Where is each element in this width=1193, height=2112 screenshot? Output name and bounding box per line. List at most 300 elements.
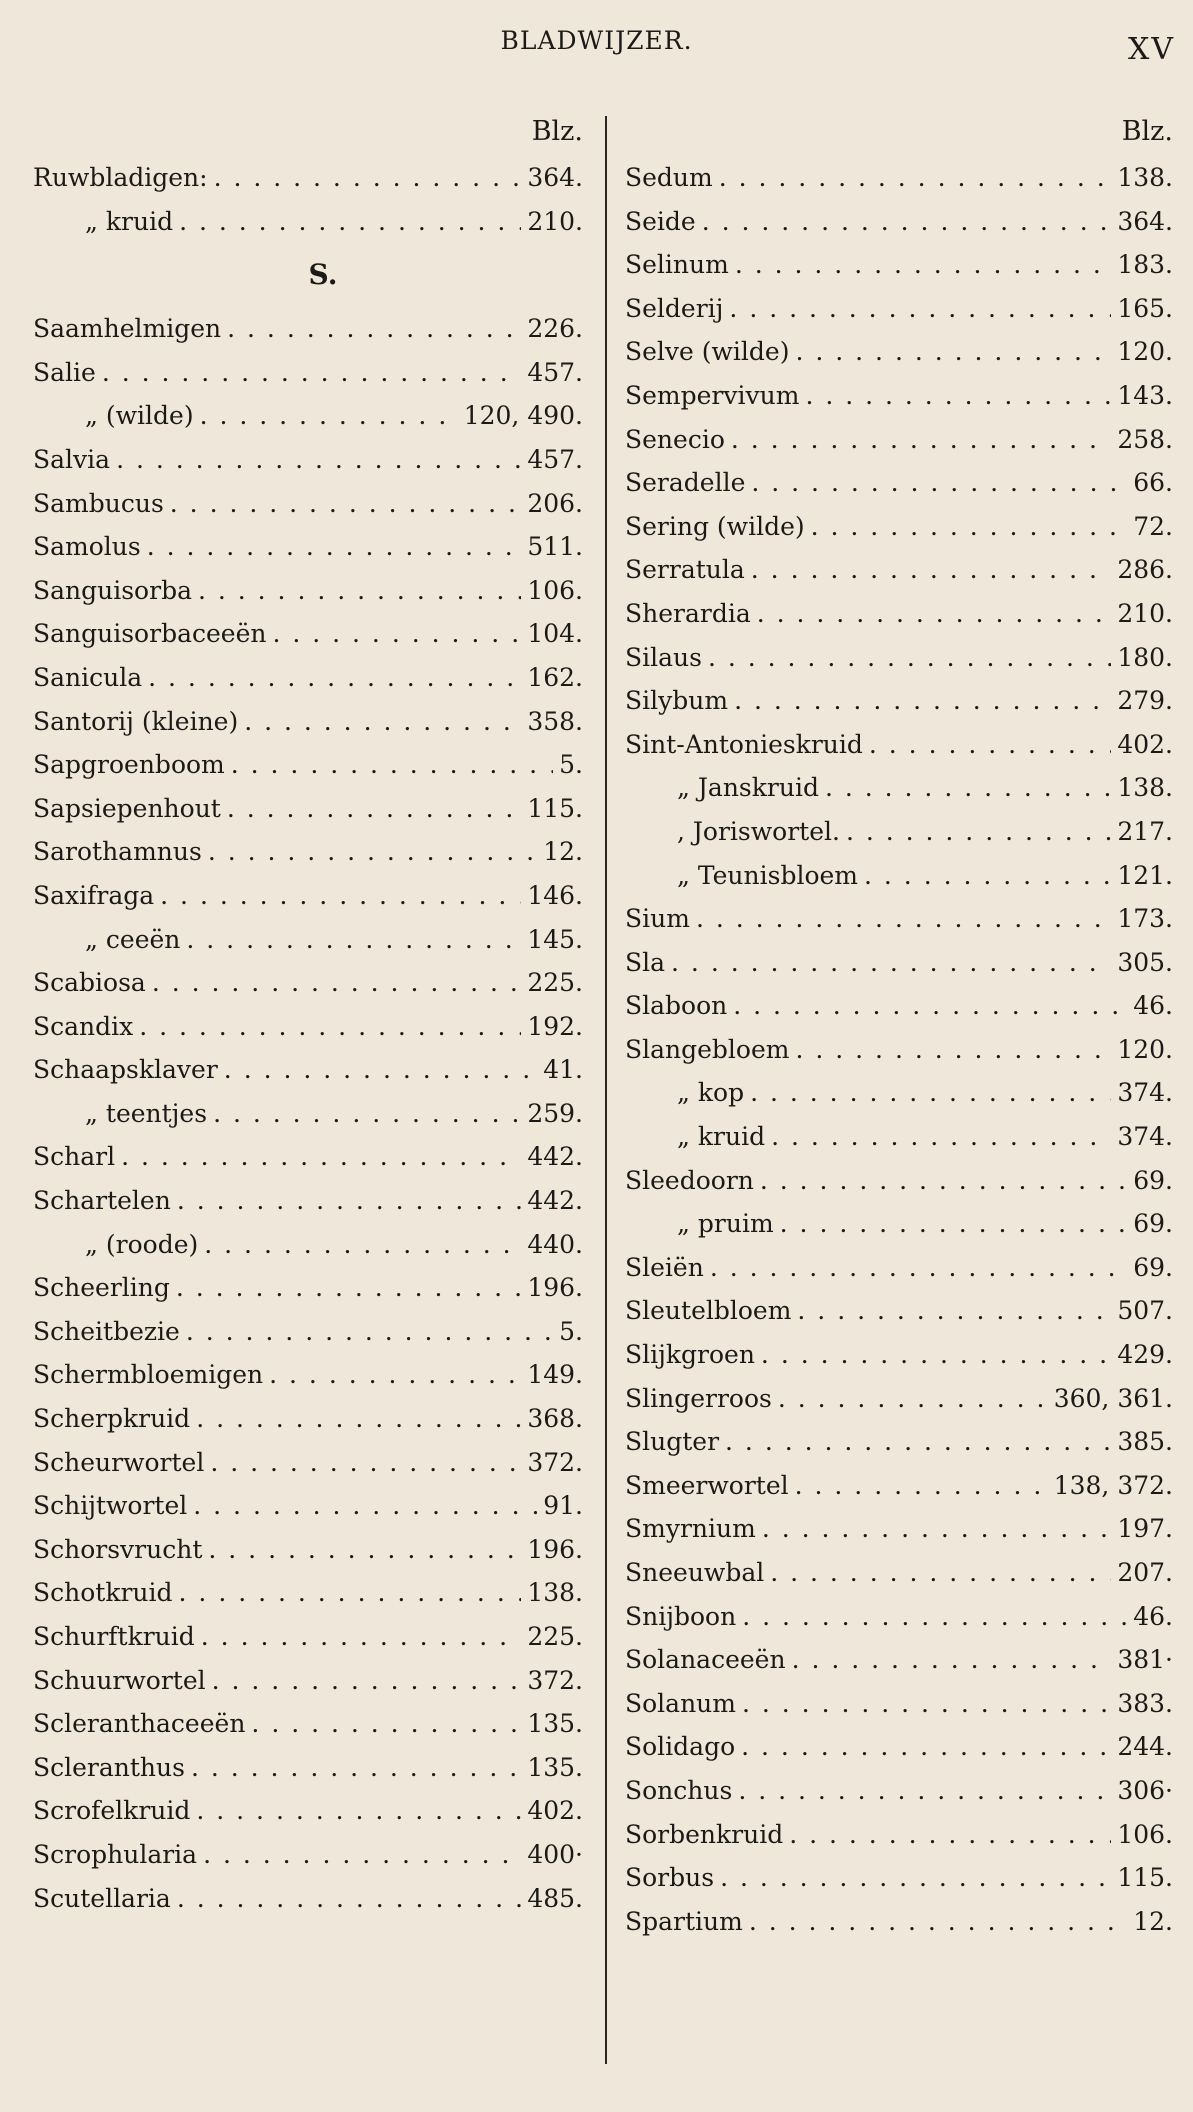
index-entry [625,548,1173,592]
entry-page: 206. [527,488,583,518]
entry-page: 259. [527,1098,583,1128]
dot-leader [811,505,1128,549]
index-entry [33,656,583,700]
dot-leader [725,1420,1111,1464]
index-entry [625,1769,1173,1813]
entry-term: Sanguisorba [33,575,192,605]
entry-term: „ (roode) [85,1229,199,1259]
dot-leader [846,810,1111,854]
dot-leader [170,482,522,526]
entry-page: 485. [527,1883,583,1913]
page-number: XV [1127,32,1175,67]
entry-page: 196. [527,1534,583,1564]
index-entry [625,941,1173,985]
entry-term: Slugter [625,1427,720,1457]
dot-leader [770,1551,1111,1595]
index-entry [625,330,1173,374]
index-entry [625,200,1173,244]
entry-term: Serratula [625,555,745,585]
entry-term: Sla [625,947,666,977]
dot-leader [729,287,1111,331]
index-entry [625,418,1173,462]
index-entry [625,679,1173,723]
entry-page: 106. [527,575,583,605]
dot-leader [177,1877,522,1921]
entry-term: Schorsvrucht [33,1534,203,1564]
entry-term: Silaus [625,642,702,672]
index-entry [33,743,583,787]
dot-leader [177,1179,522,1223]
entry-page: 135. [527,1752,583,1782]
dot-leader [224,1048,537,1092]
column-header [33,112,583,156]
dot-leader [671,941,1111,985]
dot-leader [191,1746,521,1790]
dot-leader [201,1615,522,1659]
dot-leader [121,1135,521,1179]
entry-term: Smyrnium [625,1514,756,1544]
index-entry [625,287,1173,331]
index-entry [33,394,583,438]
dot-leader [186,1310,553,1354]
index-entry [625,1900,1173,1944]
dot-leader [797,1289,1111,1333]
index-entry [625,1813,1173,1857]
entry-page: 41. [543,1055,583,1085]
index-entry [33,1484,583,1528]
entry-page: 400· [527,1839,583,1869]
index-entry [625,1507,1173,1551]
index-entry [33,612,583,656]
entry-term: Scheurwortel [33,1447,205,1477]
dot-leader [795,330,1111,374]
index-entry [625,854,1173,898]
entry-page: 457. [527,357,583,387]
entry-term: Scherpkruid [33,1404,191,1434]
index-column-right [625,112,1173,1943]
entry-term: Sapsiepenhout [33,793,221,823]
entry-term: Snijboon [625,1601,737,1631]
entry-term: Solidago [625,1732,736,1762]
index-entry [33,1223,583,1267]
index-entry [33,1528,583,1572]
entry-page: 457. [527,444,583,474]
entry-term: Scharl [33,1142,116,1172]
index-entry [33,307,583,351]
entry-page: 146. [527,880,583,910]
dot-leader [148,656,521,700]
dot-leader [757,592,1112,636]
column-header [625,112,1173,156]
dot-leader [778,1377,1048,1421]
entry-term: Sneeuwbal [625,1558,765,1587]
entry-page: 46. [1133,991,1173,1021]
entry-page: 385. [1117,1427,1173,1457]
entry-term: , Joriswortel. [677,816,840,846]
entry-list-top [33,156,583,243]
entry-page: 69. [1133,1252,1173,1282]
entry-term: Selinum [625,250,729,280]
index-entry [625,810,1173,854]
entry-page: 210. [527,206,583,236]
index-entry [33,918,583,962]
dot-leader [750,1071,1111,1115]
entry-term: Salvia [33,444,111,474]
dot-leader [196,1397,521,1441]
index-entry [625,723,1173,767]
entry-term: „ (wilde) [85,401,194,431]
entry-page: 72. [1133,511,1173,541]
index-entry [625,1028,1173,1072]
dot-leader [203,1833,521,1877]
dot-leader [160,874,521,918]
dot-leader [792,1638,1112,1682]
index-entry [625,505,1173,549]
dot-leader [749,1900,1127,1944]
entry-page: 165. [1117,293,1173,323]
entry-term: Solanum [625,1688,736,1718]
entry-page: 217. [1117,816,1173,846]
entry-page: 5. [559,750,583,780]
entry-term: Sleutelbloem [625,1296,792,1326]
index-entry [33,1092,583,1136]
entry-page: 120. [1117,1034,1173,1064]
dot-leader [761,1333,1111,1377]
dot-leader [227,787,521,831]
dot-leader [735,243,1112,287]
entry-page: 180. [1117,642,1173,672]
entry-page: 91. [543,1491,583,1521]
index-entry [33,1789,583,1833]
dot-leader [751,548,1112,592]
index-entry [625,636,1173,680]
dot-leader [789,1813,1111,1857]
dot-leader [176,1266,521,1310]
entry-term: Selderij [625,293,724,323]
index-entry [625,1725,1173,1769]
entry-term: „ kruid [85,206,174,236]
index-entry [625,1420,1173,1464]
dot-leader [193,1484,537,1528]
entry-term: „ teentjes [85,1098,208,1128]
entry-term: Schermbloemigen [33,1360,264,1390]
entry-term: Sleiën [625,1252,704,1282]
index-entry [625,1464,1173,1508]
entry-page: 120, 490. [463,401,583,431]
entry-term: Scleranthus [33,1752,185,1782]
entry-page: 120. [1117,337,1173,367]
index-entry [625,1856,1173,1900]
entry-page: 138, 372. [1053,1470,1173,1500]
entry-page: 12. [1133,1906,1173,1936]
entry-page: 149. [527,1360,583,1390]
index-entry [33,961,583,1005]
entry-page: 106. [1117,1819,1173,1849]
dot-leader [720,1856,1111,1900]
dot-leader [741,1725,1111,1769]
column-divider [605,116,607,2064]
entry-list [33,307,583,1920]
entry-term: Sonchus [625,1775,733,1805]
index-entry [33,1397,583,1441]
index-entry [33,1266,583,1310]
entry-page: 364. [1117,206,1173,236]
entry-page: 225. [527,968,583,998]
entry-term: Slangebloem [625,1034,790,1064]
index-entry [33,1746,583,1790]
entry-term: Smeerwortel [625,1470,789,1500]
entry-term: Sedum [625,163,713,192]
entry-page: 5. [559,1316,583,1346]
entry-term: Schurftkruid [33,1622,195,1651]
index-entry [625,1246,1173,1290]
entry-term: Salie [33,357,96,387]
entry-page: 364. [527,163,583,192]
entry-term: Slingerroos [625,1383,772,1413]
entry-term: Santorij (kleine) [33,706,239,736]
index-entry [33,1702,583,1746]
index-entry [33,1005,583,1049]
entry-term: Scrofelkruid [33,1796,191,1826]
index-entry [33,1310,583,1354]
entry-term: Scheitbezie [33,1316,180,1346]
entry-page: 143. [1117,380,1173,410]
entry-page: 372. [527,1665,583,1695]
entry-page: 197. [1117,1514,1173,1544]
entry-term: Saamhelmigen [33,314,222,344]
dot-leader [751,461,1127,505]
index-entry [33,1615,583,1659]
dot-leader [198,569,521,613]
entry-term: Schaapsklaver [33,1055,218,1085]
entry-term: Scleranthaceeën [33,1709,246,1739]
index-entry [33,874,583,918]
entry-page: 244. [1117,1732,1173,1762]
dot-leader [762,1507,1112,1551]
dot-leader [719,156,1112,200]
entry-term: Scandix [33,1011,134,1041]
entry-page: 286. [1117,555,1173,585]
entry-term: Sering (wilde) [625,511,805,541]
index-entry [33,830,583,874]
dot-leader [179,200,521,244]
dot-leader [179,1571,522,1615]
section-letter: S. [308,258,338,292]
entry-page: 66. [1133,468,1173,498]
entry-page: 207. [1117,1558,1173,1587]
dot-leader [731,418,1111,462]
index-entry [33,1833,583,1877]
entry-page: 258. [1117,424,1173,454]
index-entry [625,1551,1173,1595]
entry-term: Sherardia [625,598,751,628]
entry-page: 69. [1133,1209,1173,1239]
entry-term: Selve (wilde) [625,337,790,367]
dot-leader [708,636,1111,680]
entry-term: Seide [625,206,696,236]
index-entry [625,1595,1173,1639]
entry-term: Senecio [625,424,725,454]
entry-page: 440. [527,1229,583,1259]
entry-term: Schijtwortel [33,1491,188,1521]
entry-term: Scutellaria [33,1883,171,1913]
entry-page: 279. [1117,686,1173,716]
dot-leader [738,1769,1111,1813]
entry-term: Sanguisorbaceeën [33,619,267,649]
index-entry [625,1682,1173,1726]
dot-leader [696,897,1111,941]
entry-term: Ruwbladigen: [33,163,208,192]
entry-page: 358. [527,706,583,736]
entry-term: „ Janskruid [677,773,819,803]
entry-page: 138. [1117,773,1173,803]
entry-page: 183. [1117,250,1173,280]
dot-leader [212,1659,522,1703]
dot-leader [210,1441,521,1485]
entry-term: Sorbenkruid [625,1819,784,1849]
entry-page: 173. [1117,904,1173,934]
entry-term: Solanaceeën [625,1645,786,1675]
index-entry [33,482,583,526]
entry-page: 226. [527,314,583,344]
entry-term: Slaboon [625,991,728,1021]
entry-page: 511. [527,532,583,562]
entry-page: 196. [527,1273,583,1303]
index-entry [33,569,583,613]
index-entry [625,1202,1173,1246]
entry-page: 374. [1117,1078,1173,1108]
entry-page: 305. [1117,947,1173,977]
entry-page: 121. [1117,860,1173,890]
index-entry [625,374,1173,418]
index-entry [625,984,1173,1028]
entry-page: 368. [527,1404,583,1434]
dot-leader [771,1115,1111,1159]
index-entry [625,897,1173,941]
dot-leader [200,394,458,438]
dot-leader [102,351,522,395]
dot-leader [196,1789,521,1833]
dot-leader [869,723,1111,767]
dot-leader [864,854,1111,898]
entry-page: 360, 361. [1053,1383,1173,1413]
entry-page: 46. [1133,1601,1173,1631]
dot-leader [213,1092,521,1136]
entry-page: 115. [527,793,583,823]
dot-leader [139,1005,521,1049]
entry-term: Sium [625,904,690,934]
dot-leader [734,679,1111,723]
entry-term: Saxifraga [33,880,155,910]
index-entry [625,243,1173,287]
entry-term: Sorbus [625,1863,715,1893]
entry-term: „ kruid [677,1122,766,1152]
entry-term: Spartium [625,1906,743,1936]
page-column-label: Blz. [531,116,583,147]
dot-leader [825,766,1111,810]
entry-term: „ kop [677,1078,745,1108]
entry-term: Scrophularia [33,1839,198,1869]
dot-leader [742,1595,1127,1639]
entry-page: 138. [527,1578,583,1608]
dot-leader [147,525,522,569]
dot-leader [208,1528,521,1572]
entry-page: 429. [1117,1340,1173,1370]
running-head [0,26,1193,66]
entry-term: „ ceeën [85,924,181,954]
index-entry [33,351,583,395]
dot-leader [269,1353,521,1397]
index-entry [33,1877,583,1921]
entry-page: 381· [1117,1645,1173,1675]
page-title: BLADWIJZER. [500,26,693,55]
index-entry [33,700,583,744]
entry-page: 383. [1117,1688,1173,1718]
index-entry [625,156,1173,200]
index-entry [625,1159,1173,1203]
index-entry [33,156,583,200]
entry-page: 135. [527,1709,583,1739]
dot-leader [733,984,1127,1028]
dot-leader [214,156,522,200]
dot-leader [710,1246,1127,1290]
index-entry [33,787,583,831]
index-entry [33,200,583,244]
entry-page: 162. [527,662,583,692]
dot-leader [760,1159,1127,1203]
entry-page: 192. [527,1011,583,1041]
entry-term: Scabiosa [33,968,146,998]
index-entry [625,592,1173,636]
entry-page: 115. [1117,1863,1173,1893]
entry-term: „ Teunisbloem [677,860,859,890]
entry-page: 12. [543,837,583,867]
dot-leader [742,1682,1111,1726]
dot-leader [116,438,521,482]
entry-term: Silybum [625,686,729,716]
index-entry [625,766,1173,810]
dot-leader [244,700,521,744]
index-entry [33,1353,583,1397]
entry-page: 374. [1117,1122,1173,1152]
entry-page: 104. [527,619,583,649]
entry-term: Sapgroenboom [33,750,225,780]
dot-leader [204,1223,521,1267]
dot-leader [231,743,553,787]
entry-term: Schartelen [33,1186,171,1216]
dot-leader [251,1702,521,1746]
entry-page: 69. [1133,1165,1173,1195]
index-entry [625,1333,1173,1377]
entry-term: Sempervivum [625,380,800,410]
index-entry [33,1179,583,1223]
entry-page: 402. [1117,729,1173,759]
dot-leader [186,918,521,962]
entry-term: Sarothamnus [33,837,202,867]
dot-leader [702,200,1112,244]
entry-term: Samolus [33,532,141,562]
dot-leader [795,1028,1111,1072]
entry-page: 372. [527,1447,583,1477]
entry-page: 306· [1117,1775,1173,1805]
entry-term: Schotkruid [33,1578,173,1608]
index-entry [625,1638,1173,1682]
index-entry [33,1441,583,1485]
entry-page: 138. [1117,163,1173,192]
index-entry [33,1048,583,1092]
index-column-left [33,112,583,1920]
index-entry [625,1071,1173,1115]
